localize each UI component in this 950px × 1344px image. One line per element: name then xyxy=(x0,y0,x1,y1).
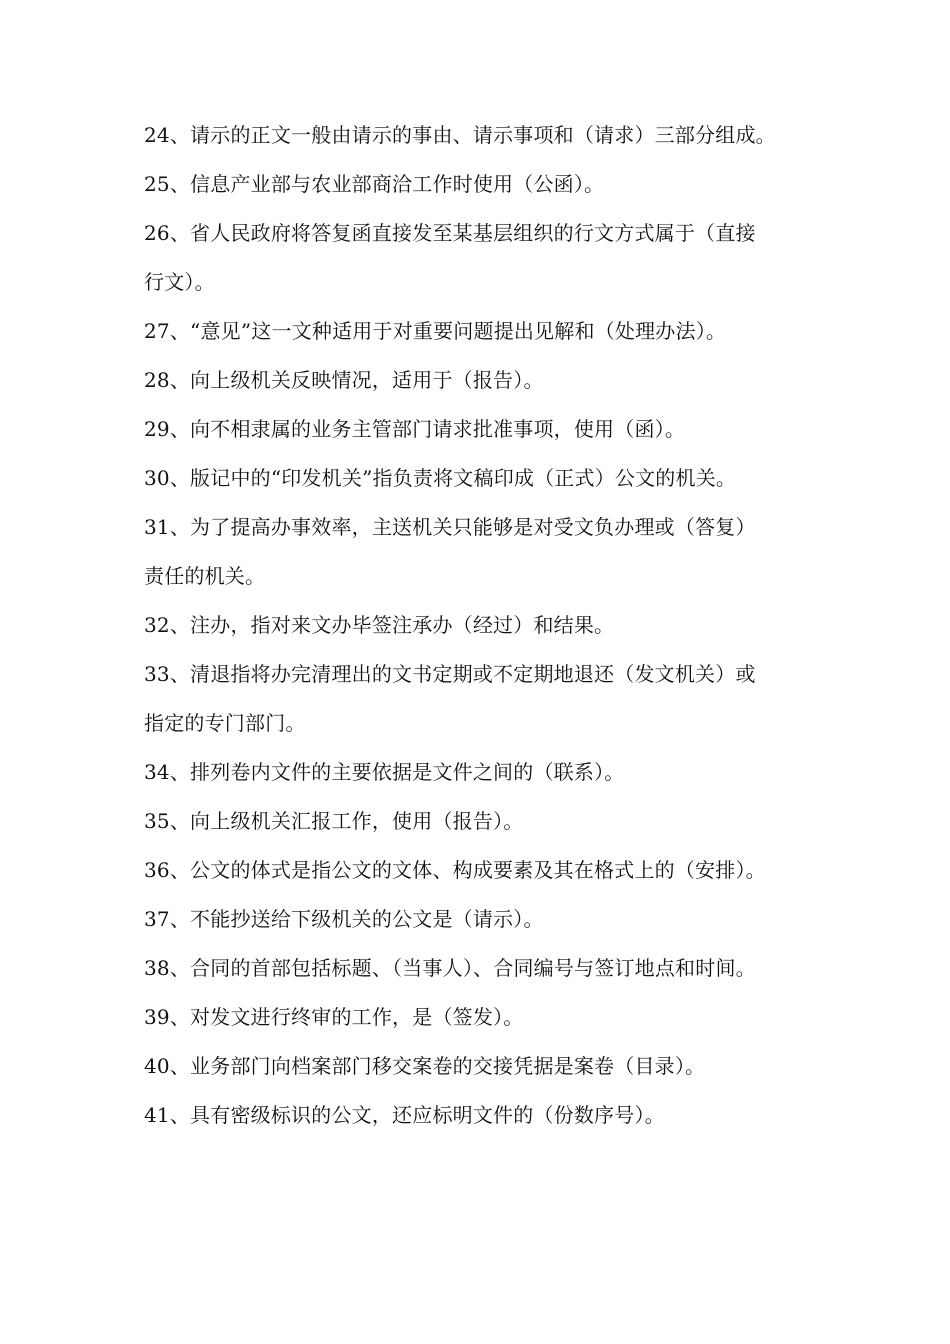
document-body xyxy=(144,115,816,1144)
text-line-25: 25、信息产业部与农业部商洽工作时使用（公函）。 xyxy=(144,172,605,196)
text-line-26-cont: 行文）。 xyxy=(144,270,215,294)
text-line-30: 30、版记中的“印发机关”指负责将文稿印成（正式）公文的机关。 xyxy=(144,466,737,490)
text-line-24: 24、请示的正文一般由请示的事由、请示事项和（请求）三部分组成。 xyxy=(144,123,776,147)
text-line-27: 27、“意见”这一文种适用于对重要问题提出见解和（处理办法）。 xyxy=(144,319,727,343)
text-line-37: 37、不能抄送给下级机关的公文是（请示）。 xyxy=(144,907,544,931)
text-line-33-cont: 指定的专门部门。 xyxy=(144,711,306,735)
text-line-34: 34、排列卷内文件的主要依据是文件之间的（联系）。 xyxy=(144,760,625,784)
text-line-36: 36、公文的体式是指公文的文体、构成要素及其在格式上的（安排）。 xyxy=(144,858,766,882)
text-line-41: 41、具有密级标识的公文，还应标明文件的（份数序号）。 xyxy=(144,1103,665,1127)
text-line-31: 31、为了提高办事效率，主送机关只能够是对受文负办理或（答复） xyxy=(144,515,756,539)
text-line-29: 29、向不相隶属的业务主管部门请求批准事项，使用（函）。 xyxy=(144,417,686,441)
text-line-33: 33、清退指将办完清理出的文书定期或不定期地退还（发文机关）或 xyxy=(144,662,756,686)
text-line-39: 39、对发文进行终审的工作，是（签发）。 xyxy=(144,1005,524,1029)
text-line-40: 40、业务部门向档案部门移交案卷的交接凭据是案卷（目录）。 xyxy=(144,1054,706,1078)
text-line-31-cont: 责任的机关。 xyxy=(144,564,266,588)
text-line-26: 26、省人民政府将答复函直接发至某基层组织的行文方式属于（直接 xyxy=(144,221,756,245)
text-line-32: 32、注办，指对来文办毕签注承办（经过）和结果。 xyxy=(144,613,615,637)
text-line-35: 35、向上级机关汇报工作，使用（报告）。 xyxy=(144,809,524,833)
text-line-28: 28、向上级机关反映情况，适用于（报告）。 xyxy=(144,368,544,392)
text-line-38: 38、合同的首部包括标题、（当事人）、合同编号与签订地点和时间。 xyxy=(144,956,756,980)
